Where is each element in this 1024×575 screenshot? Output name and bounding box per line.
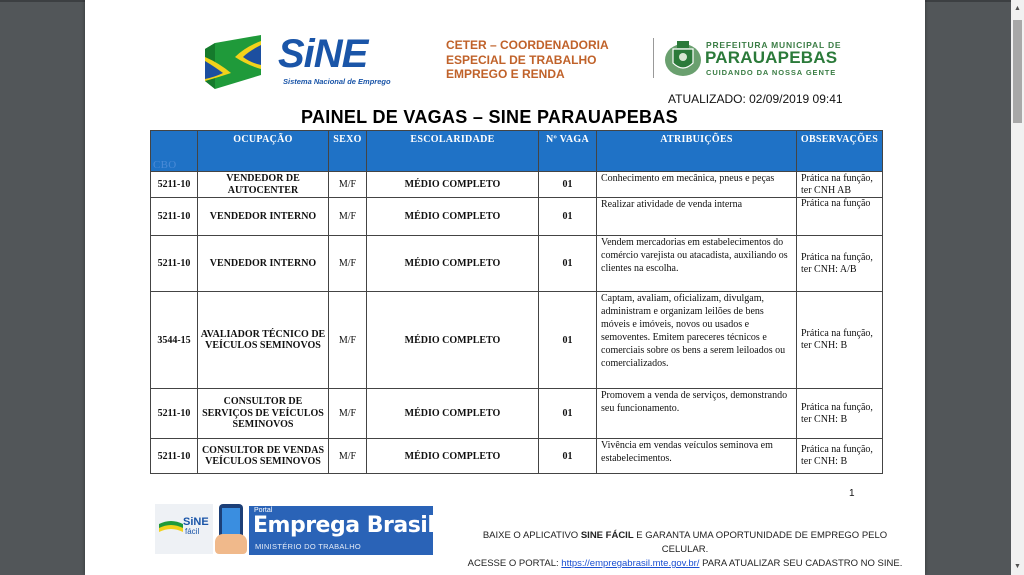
cell-ocupacao: VENDEDOR DE AUTOCENTER bbox=[198, 172, 329, 198]
scrollbar-thumb[interactable] bbox=[1013, 20, 1022, 123]
cell-atribuicoes: Conhecimento em mecânica, pneus e peças bbox=[597, 172, 797, 198]
ceter-heading bbox=[446, 38, 609, 82]
cell-ocupacao: CONSULTOR DE VENDAS VEÍCULOS SEMINOVOS bbox=[198, 439, 329, 474]
column-header-escolaridade: ESCOLARIDADE bbox=[367, 131, 539, 172]
cell-vagas: 01 bbox=[539, 389, 597, 439]
cell-atribuicoes: Vendem mercadorias em estabelecimentos do comércio varejista ou atacadista, auxiliando os clientes na escolha. bbox=[597, 236, 797, 292]
cell-atribuicoes: Vivência em vendas veículos seminova em estabelecimentos. bbox=[597, 439, 797, 474]
ceter-line: CETER – COORDENADORIA bbox=[446, 38, 609, 52]
cell-cbo: 3544-15 bbox=[151, 292, 198, 389]
parauapebas-crest-icon bbox=[663, 39, 703, 77]
cell-vagas: 01 bbox=[539, 198, 597, 236]
table-row bbox=[151, 292, 883, 389]
cell-escolaridade: MÉDIO COMPLETO bbox=[367, 389, 539, 439]
cell-observacoes: Prática na função, ter CNH: B bbox=[797, 389, 883, 439]
ministry-label: MINISTÉRIO DO TRABALHO bbox=[255, 542, 362, 551]
cell-ocupacao: VENDEDOR INTERNO bbox=[198, 236, 329, 292]
footer-line-2-pre: ACESSE O PORTAL: bbox=[467, 558, 562, 569]
footer-app-name: SINE FÁCIL bbox=[580, 530, 634, 541]
column-header-ocupacao: OCUPAÇÃO bbox=[198, 131, 329, 172]
cell-atribuicoes: Captam, avaliam, oficializam, divulgam, administram e organizam leilões de bens móveis e imóveis, novos ou usados e semoventes. Emitem pareceres técnicos e comerciais sobre os bens a serem leiloados ou comercializados. bbox=[597, 292, 797, 389]
footer-line-1 bbox=[465, 529, 905, 557]
scroll-up-arrow-icon[interactable]: ▲ bbox=[1014, 4, 1021, 12]
cell-observacoes: Prática na função, ter CNH AB bbox=[797, 172, 883, 198]
cell-sexo: M/F bbox=[329, 236, 367, 292]
cell-sexo: M/F bbox=[329, 198, 367, 236]
vacancies-table bbox=[150, 130, 883, 474]
table-row bbox=[151, 439, 883, 474]
cell-observacoes: Prática na função bbox=[797, 198, 883, 236]
ceter-line: EMPREGO E RENDA bbox=[446, 67, 565, 81]
cell-escolaridade: MÉDIO COMPLETO bbox=[367, 198, 539, 236]
cell-escolaridade: MÉDIO COMPLETO bbox=[367, 439, 539, 474]
updated-timestamp: ATUALIZADO: 02/09/2019 09:41 bbox=[668, 92, 843, 106]
sine-logo-text: SiNE bbox=[278, 32, 368, 76]
hand-icon bbox=[215, 534, 247, 554]
table-header-row bbox=[151, 131, 883, 172]
header-divider bbox=[653, 38, 654, 78]
cell-atribuicoes: Promovem a venda de serviços, demonstrando seu funcionamento. bbox=[597, 389, 797, 439]
footer-line-1-pre: BAIXE O APLICATIVO bbox=[482, 530, 581, 541]
sine-facil-flag-icon bbox=[159, 518, 183, 534]
table-row bbox=[151, 389, 883, 439]
cell-vagas: 01 bbox=[539, 172, 597, 198]
cell-cbo: 5211-10 bbox=[151, 198, 198, 236]
cell-cbo: 5211-10 bbox=[151, 172, 198, 198]
cell-ocupacao: AVALIADOR TÉCNICO DE VEÍCULOS SEMINOVOS bbox=[198, 292, 329, 389]
cell-sexo: M/F bbox=[329, 439, 367, 474]
prefeitura-name: PARAUAPEBAS bbox=[705, 48, 838, 67]
cell-escolaridade: MÉDIO COMPLETO bbox=[367, 172, 539, 198]
empregabrasil-title: Emprega Brasil bbox=[253, 513, 435, 538]
cell-ocupacao: CONSULTOR DE SERVIÇOS DE VEÍCULOS SEMINOVOS bbox=[198, 389, 329, 439]
footer-notice bbox=[465, 529, 905, 571]
column-header-atribuicoes: ATRIBUIÇÕES bbox=[597, 131, 797, 172]
cell-observacoes: Prática na função, ter CNH: A/B bbox=[797, 236, 883, 292]
table-row bbox=[151, 172, 883, 198]
cell-vagas: 01 bbox=[539, 292, 597, 389]
sine-facil-sub: fácil bbox=[185, 527, 200, 536]
portal-link[interactable]: https://empregabrasil.mte.gov.br/ bbox=[561, 558, 700, 569]
empregabrasil-banner bbox=[155, 504, 435, 556]
cell-observacoes: Prática na função, ter CNH: B bbox=[797, 439, 883, 474]
cell-cbo: 5211-10 bbox=[151, 389, 198, 439]
portal-label: Portal bbox=[254, 507, 273, 514]
cell-ocupacao: VENDEDOR INTERNO bbox=[198, 198, 329, 236]
cell-sexo: M/F bbox=[329, 389, 367, 439]
scroll-down-arrow-icon[interactable]: ▼ bbox=[1014, 562, 1021, 570]
column-header-cbo: CBO bbox=[151, 131, 198, 172]
prefeitura-label: PREFEITURA MUNICIPAL DE bbox=[706, 40, 842, 50]
sine-facil-logo-text: SiNE bbox=[183, 516, 209, 528]
cell-vagas: 01 bbox=[539, 236, 597, 292]
page-number: 1 bbox=[849, 488, 855, 499]
table-row bbox=[151, 198, 883, 236]
sine-flag-logo-icon bbox=[205, 35, 261, 89]
cell-atribuicoes: Realizar atividade de venda interna bbox=[597, 198, 797, 236]
table-row bbox=[151, 236, 883, 292]
cell-cbo: 5211-10 bbox=[151, 439, 198, 474]
page-title: PAINEL DE VAGAS – SINE PARAUAPEBAS bbox=[301, 107, 678, 127]
cell-sexo: M/F bbox=[329, 292, 367, 389]
pdf-page bbox=[85, 0, 925, 575]
ceter-line: ESPECIAL DE TRABALHO bbox=[446, 52, 597, 67]
footer-line-2-post: PARA ATUALIZAR SEU CADASTRO NO SINE. bbox=[699, 558, 903, 569]
footer-line-2 bbox=[465, 557, 905, 571]
column-header-sexo: SEXO bbox=[329, 131, 367, 172]
column-header-observacoes: OBSERVAÇÕES bbox=[797, 131, 883, 172]
cell-observacoes: Prática na função, ter CNH: B bbox=[797, 292, 883, 389]
vertical-scrollbar[interactable] bbox=[1011, 0, 1024, 575]
prefeitura-tagline: CUIDANDO DA NOSSA GENTE bbox=[706, 68, 837, 77]
cell-vagas: 01 bbox=[539, 439, 597, 474]
cell-sexo: M/F bbox=[329, 172, 367, 198]
cell-escolaridade: MÉDIO COMPLETO bbox=[367, 292, 539, 389]
cell-cbo: 5211-10 bbox=[151, 236, 198, 292]
footer-line-1-post: E GARANTA UMA OPORTUNIDADE DE EMPREGO PELO CELULAR. bbox=[633, 530, 888, 555]
column-header-vagas: Nº VAGA bbox=[539, 131, 597, 172]
cell-escolaridade: MÉDIO COMPLETO bbox=[367, 236, 539, 292]
sine-subtitle: Sistema Nacional de Emprego bbox=[283, 77, 391, 86]
